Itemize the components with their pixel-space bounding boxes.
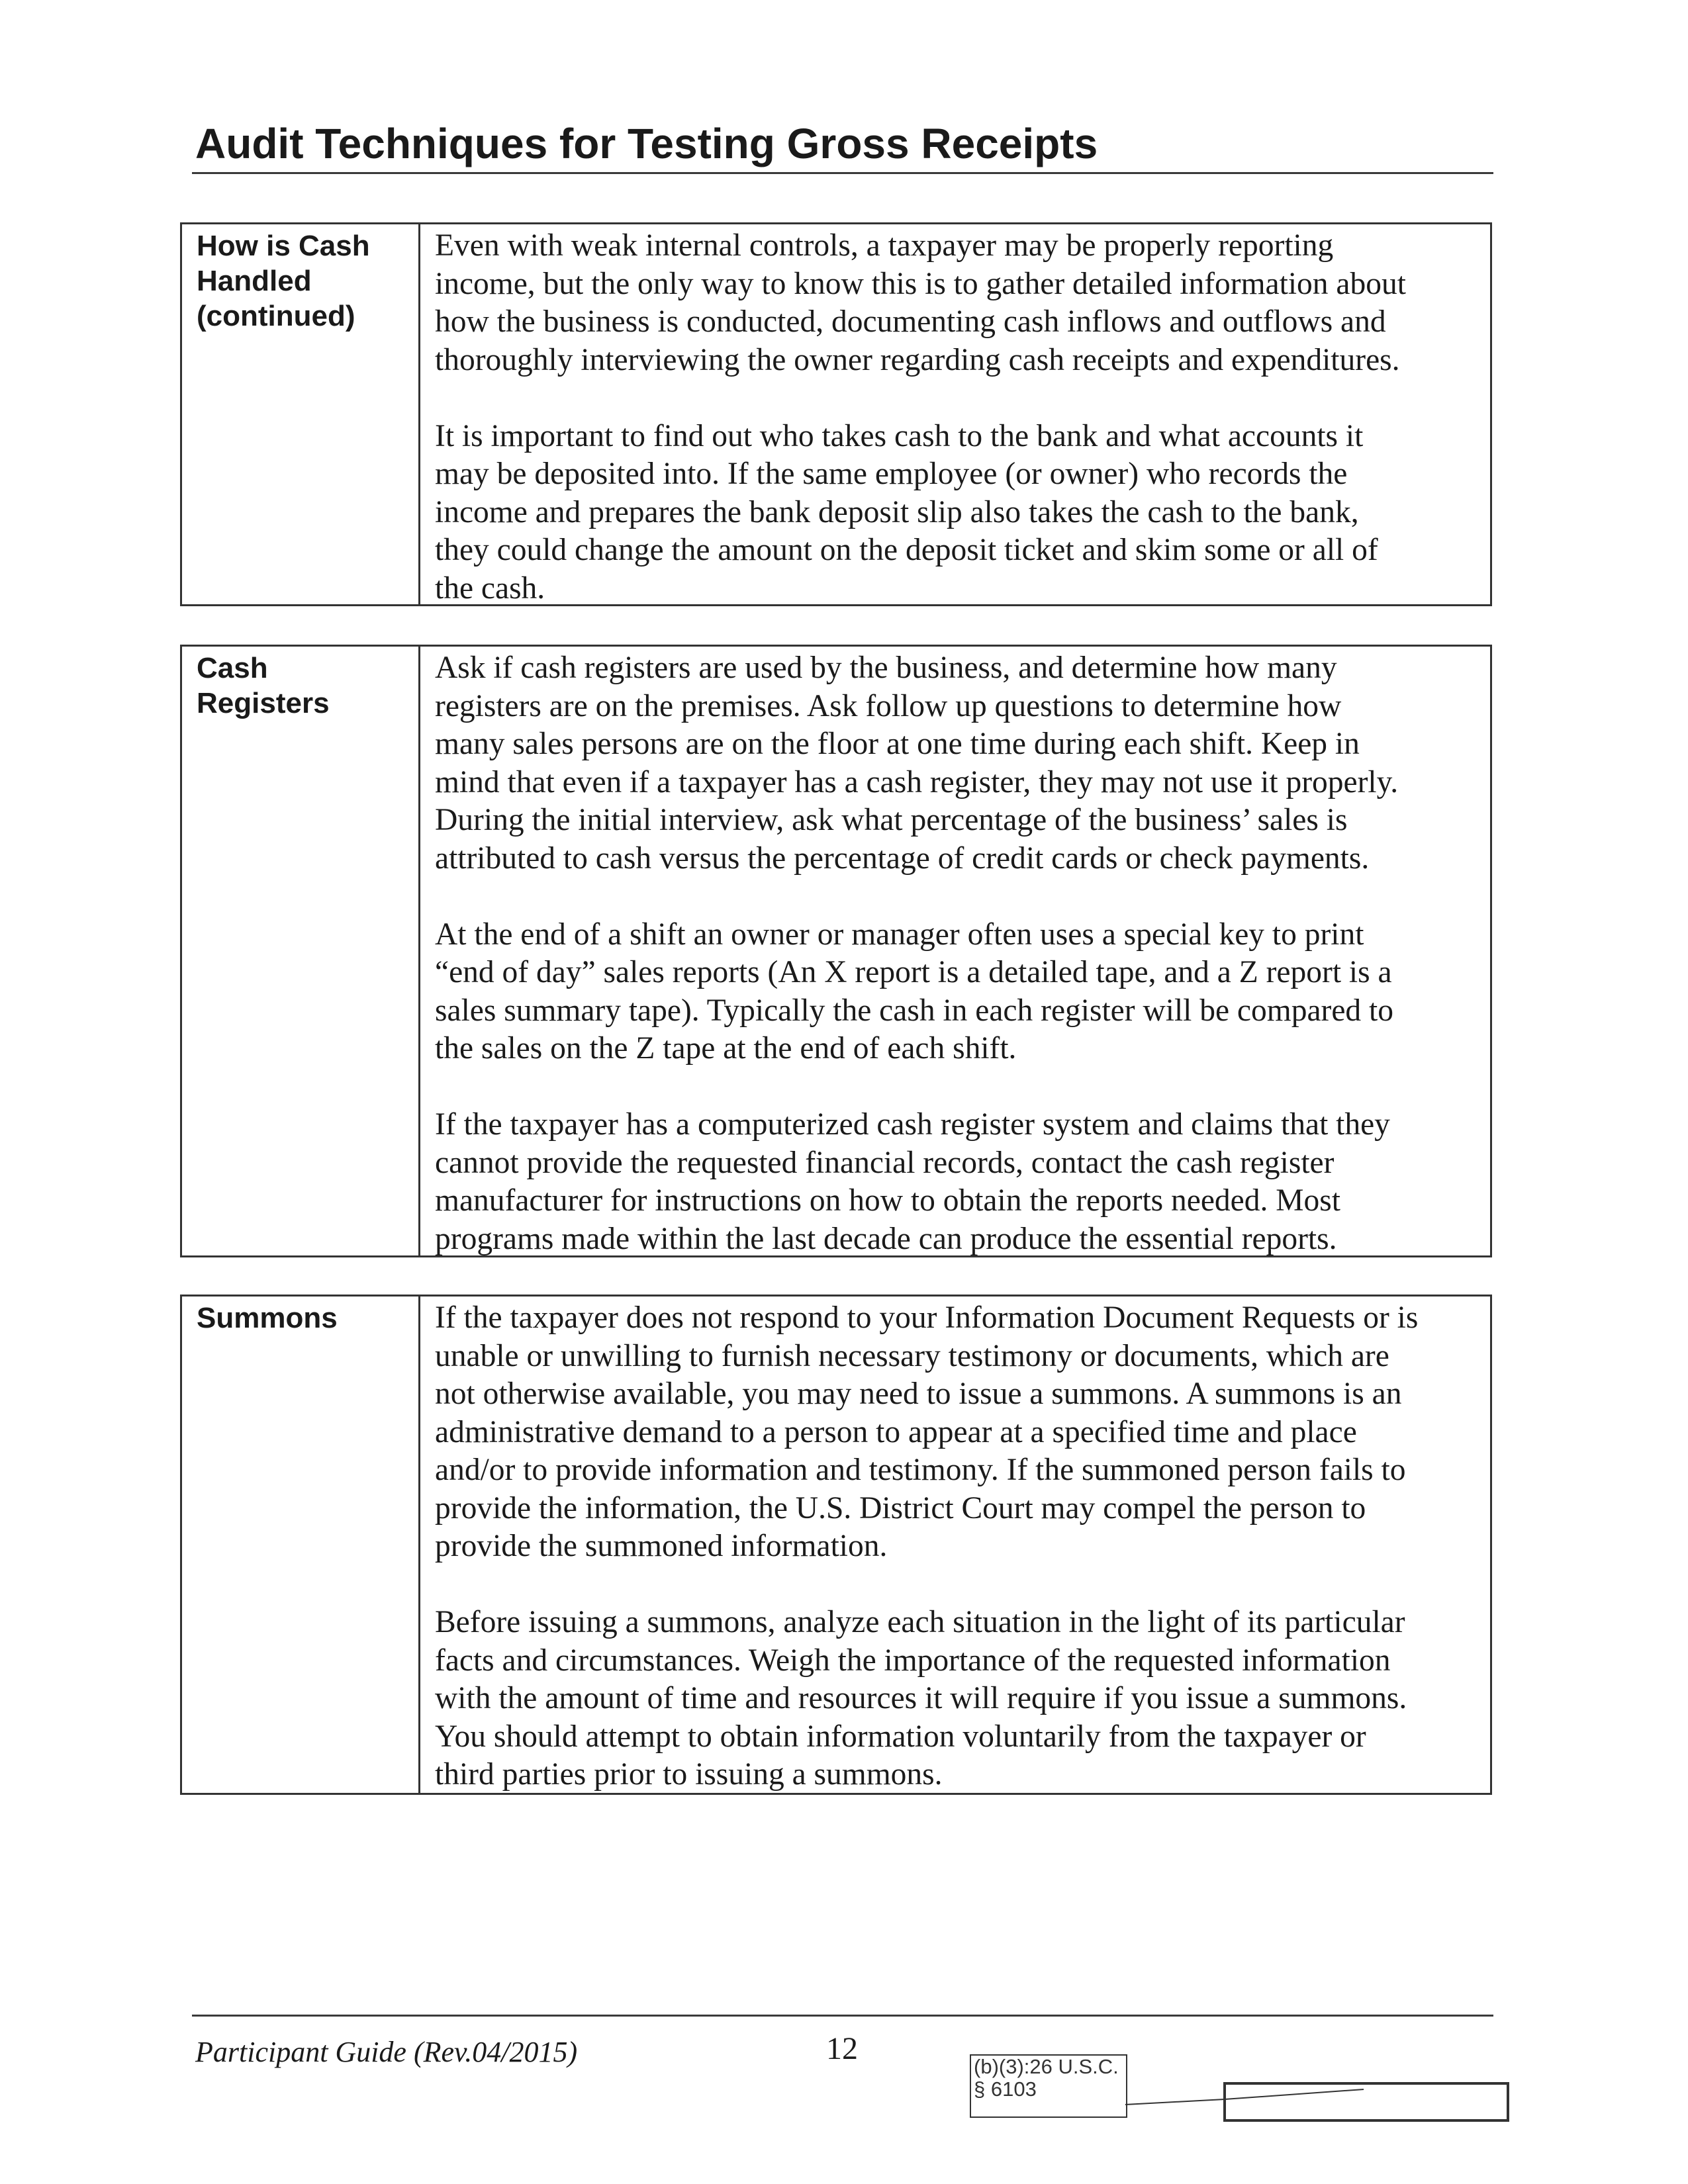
text-line: many sales persons are on the floor at one time during each shift. Keep in — [435, 727, 1360, 761]
text-line: attributed to cash versus the percentage of credit cards or check payments. — [435, 841, 1370, 876]
text-line: At the end of a shift an owner or manager often uses a special key to print — [435, 917, 1364, 952]
page-number: 12 — [826, 2031, 858, 2066]
text-line: If the taxpayer has a computerized cash register system and claims that they — [435, 1107, 1390, 1142]
text-line: facts and circumstances. Weigh the importance of the requested information — [435, 1643, 1391, 1678]
redaction-line: (b)(3):26 U.S.C. — [974, 2055, 1119, 2078]
section-summons — [180, 1295, 1492, 1795]
label-line: Cash — [197, 652, 268, 684]
text-line: You should attempt to obtain information voluntarily from the taxpayer or — [435, 1719, 1366, 1754]
text-line: income and prepares the bank deposit slip also takes the cash to the bank, — [435, 494, 1359, 529]
page-title: Audit Techniques for Testing Gross Receipts — [195, 120, 1098, 167]
footer-rule — [192, 2015, 1493, 2017]
text-line: the cash. — [435, 570, 545, 606]
redaction-empty-box — [1223, 2082, 1509, 2122]
paragraph — [435, 227, 1478, 379]
paragraph — [435, 1299, 1478, 1566]
text-line: Ask if cash registers are used by the business, and determine how many — [435, 651, 1337, 685]
label-line: (continued) — [197, 300, 355, 332]
redaction-note — [970, 2054, 1127, 2118]
text-line: income, but the only way to know this is to gather detailed information about — [435, 266, 1406, 301]
section-body — [420, 1297, 1490, 1793]
text-line: unable or unwilling to furnish necessary testimony or documents, which are — [435, 1338, 1389, 1373]
section-how-is-cash-handled — [180, 222, 1492, 606]
label-line: Summons — [197, 1302, 338, 1334]
text-line: sales summary tape). Typically the cash in each register will be compared to — [435, 993, 1394, 1028]
paragraph — [435, 418, 1478, 608]
paragraph — [435, 916, 1478, 1068]
text-line: administrative demand to a person to appear at a specified time and place — [435, 1414, 1357, 1449]
text-line: how the business is conducted, documenting cash inflows and outflows and — [435, 304, 1386, 339]
text-line: the sales on the Z tape at the end of each shift. — [435, 1031, 1017, 1066]
text-line: and/or to provide information and testimony. If the summoned person fails to — [435, 1453, 1406, 1487]
text-line: mind that even if a taxpayer has a cash register, they may not use it properly. — [435, 764, 1399, 799]
text-line: with the amount of time and resources it will require if you issue a summons. — [435, 1681, 1407, 1715]
footer-guide-label: Participant Guide (Rev.04/2015) — [195, 2036, 578, 2068]
text-line: Before issuing a summons, analyze each situation in the light of its particular — [435, 1605, 1405, 1639]
text-line: provide the information, the U.S. District Court may compel the person to — [435, 1490, 1366, 1525]
section-label — [182, 224, 420, 604]
text-line: may be deposited into. If the same employee (or owner) who records the — [435, 457, 1348, 491]
paragraph — [435, 1106, 1478, 1258]
label-line: How is Cash — [197, 230, 370, 262]
paragraph — [435, 1604, 1478, 1794]
title-rule — [192, 172, 1493, 174]
text-line: manufacturer for instructions on how to obtain the reports needed. Most — [435, 1183, 1340, 1218]
section-body — [420, 647, 1490, 1255]
redaction-line: § 6103 — [974, 2077, 1037, 2101]
text-line: not otherwise available, you may need to issue a summons. A summons is an — [435, 1377, 1402, 1411]
text-line: cannot provide the requested financial records, contact the cash register — [435, 1145, 1335, 1180]
section-body — [420, 224, 1490, 604]
text-line: provide the summoned information. — [435, 1529, 888, 1563]
section-label — [182, 1297, 420, 1793]
text-line: It is important to find out who takes cash to the bank and what accounts it — [435, 418, 1364, 453]
section-label — [182, 647, 420, 1255]
text-line: third parties prior to issuing a summons. — [435, 1757, 943, 1792]
label-line: Registers — [197, 687, 330, 719]
section-cash-registers — [180, 645, 1492, 1257]
text-line: “end of day” sales reports (An X report is a detailed tape, and a Z report is a — [435, 955, 1392, 989]
text-line: During the initial interview, ask what percentage of the business’ sales is — [435, 803, 1348, 837]
text-line: programs made within the last decade can produce the essential reports. — [435, 1221, 1337, 1256]
text-line: registers are on the premises. Ask follow up questions to determine how — [435, 688, 1342, 723]
paragraph — [435, 649, 1478, 878]
text-line: they could change the amount on the deposit ticket and skim some or all of — [435, 533, 1378, 567]
text-line: Even with weak internal controls, a taxpayer may be properly reporting — [435, 228, 1334, 263]
text-line: thoroughly interviewing the owner regarding cash receipts and expenditures. — [435, 342, 1400, 377]
label-line: Handled — [197, 265, 312, 297]
text-line: If the taxpayer does not respond to your Information Document Requests or is — [435, 1300, 1419, 1335]
redaction-connector-line — [1125, 2091, 1127, 2093]
